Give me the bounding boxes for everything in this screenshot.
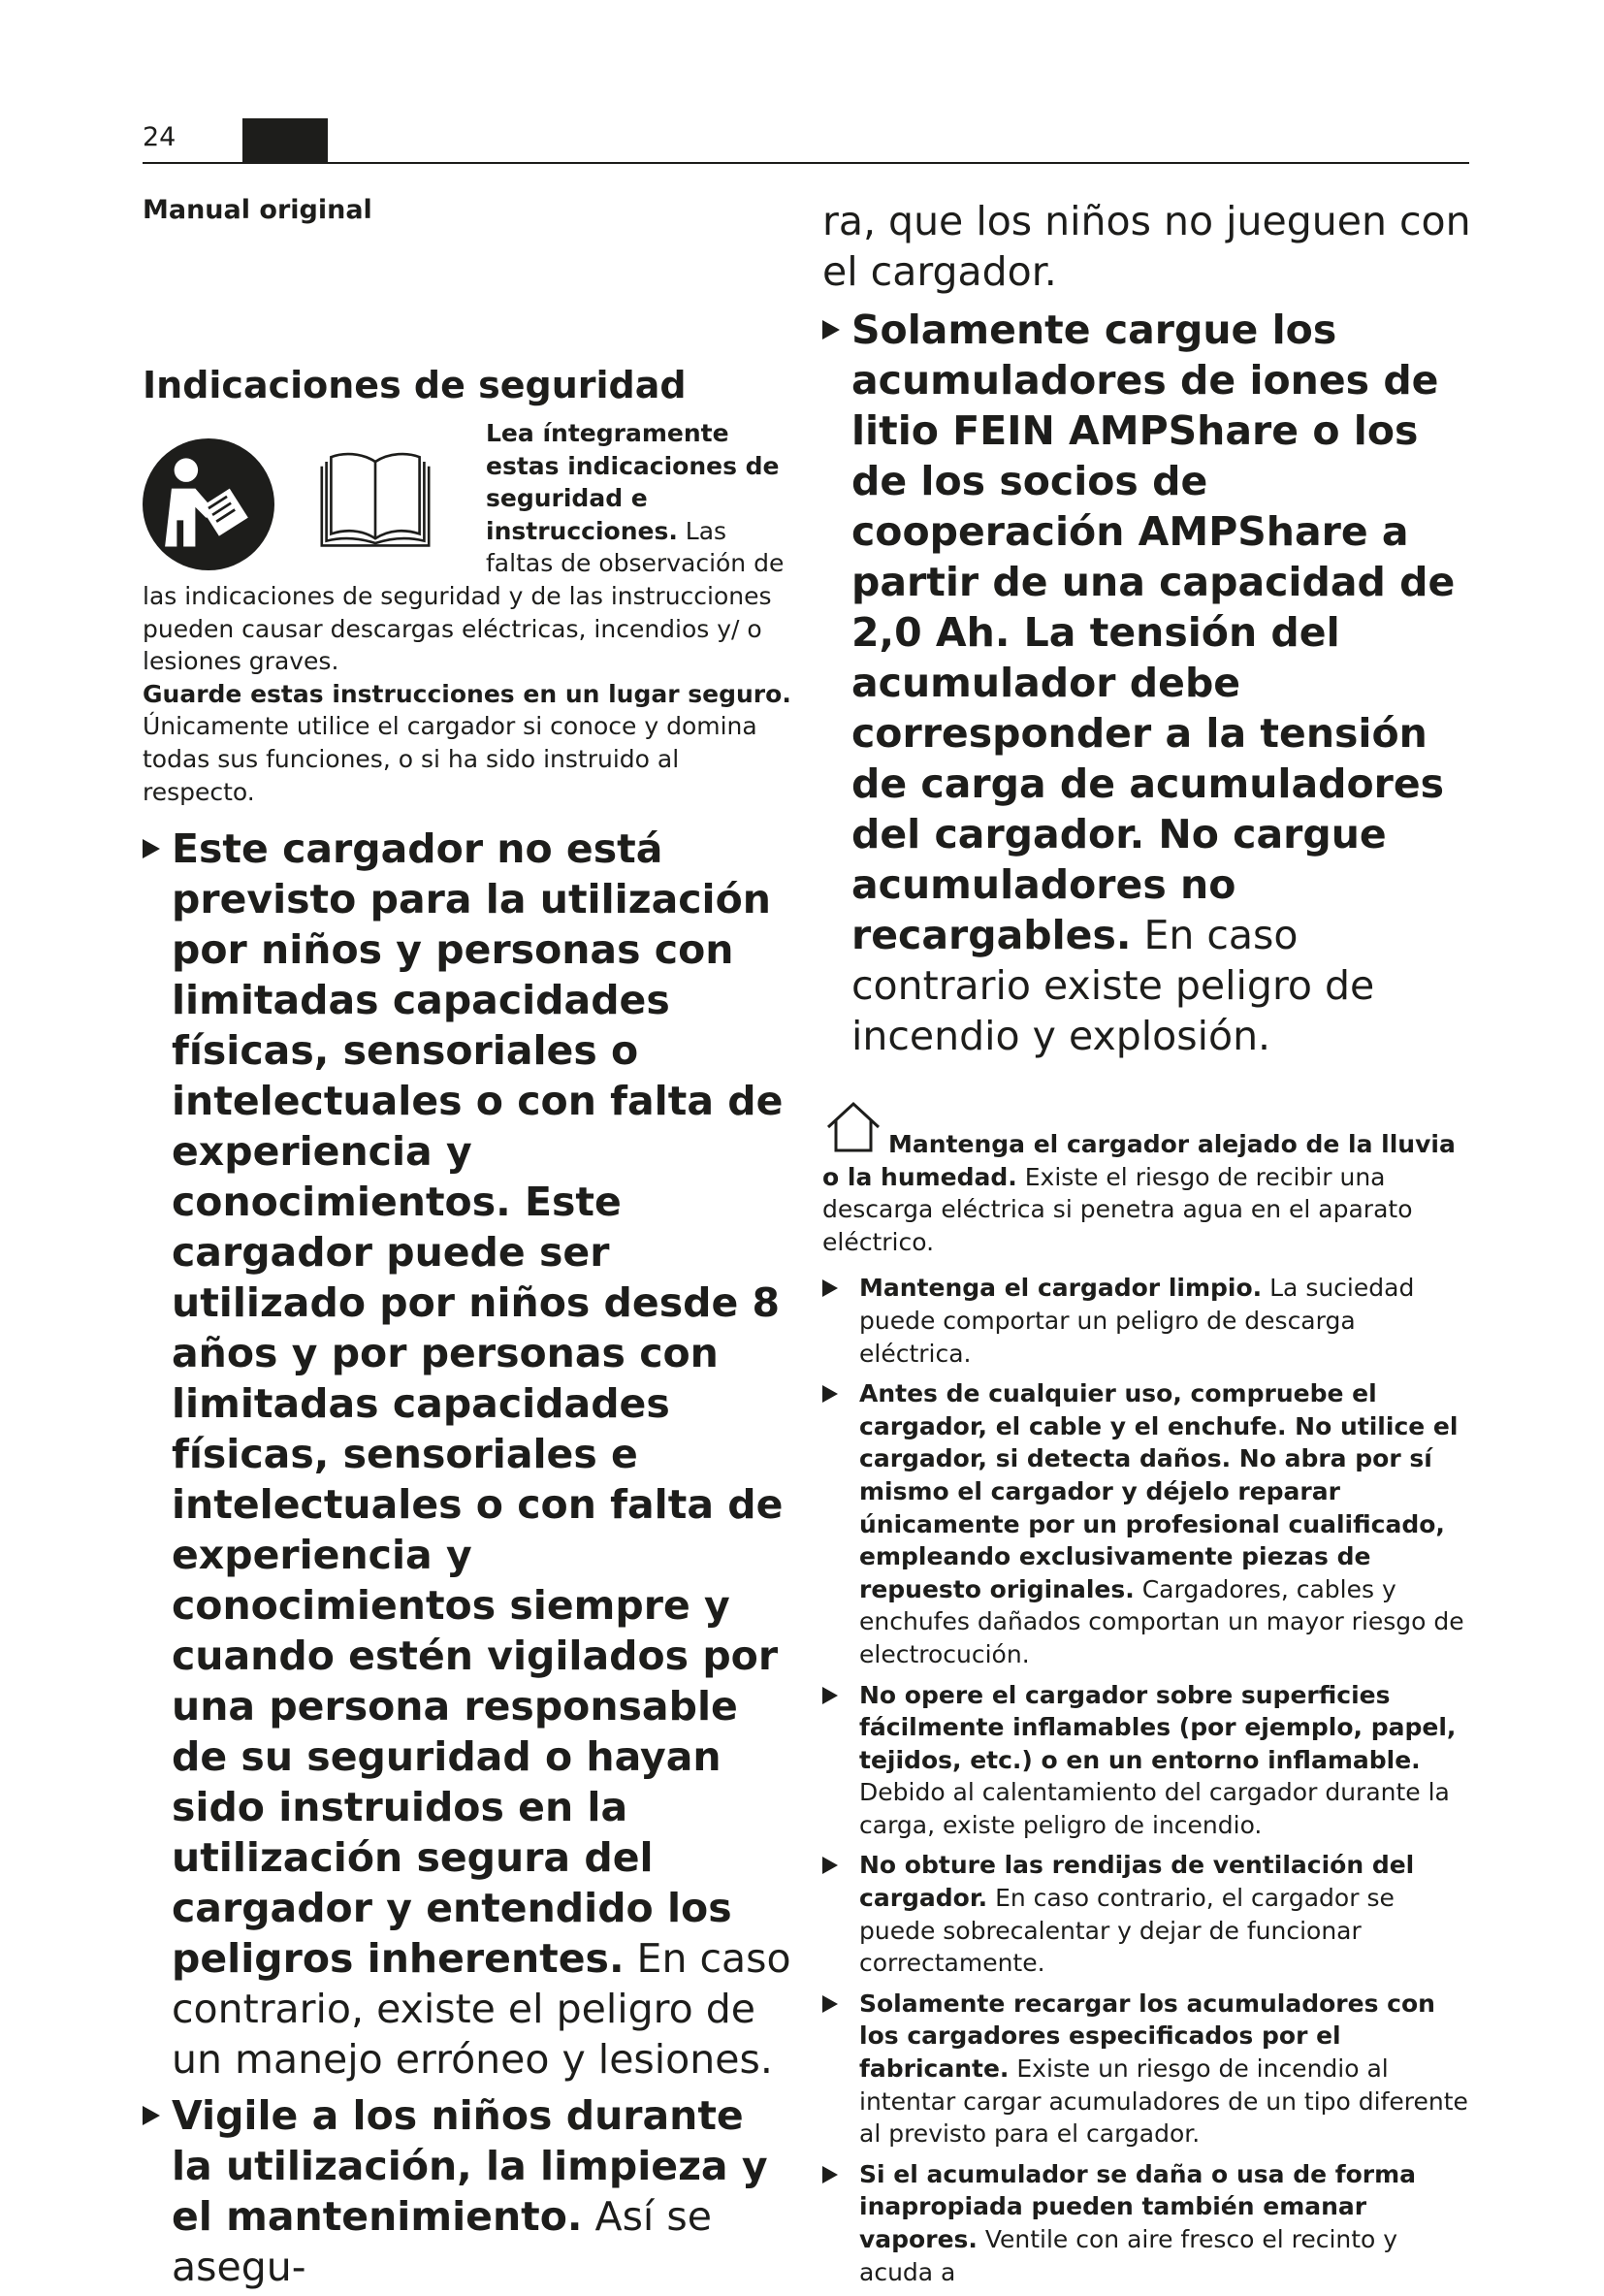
bullet-lead: Solamente cargue los acumuladores de iones de litio FEIN AMPShare o los de los socios de cooperación AMPShare a partir de una capacidad de 2,0 Ah. La tensión del acumulador debe corresponder a la tensión de carga de acumuladores del cargador. No cargue acumuladores no recargables.	[851, 307, 1456, 958]
safety-bullet	[822, 1377, 1472, 1670]
left-column	[143, 194, 792, 2292]
bullet-lead: Mantenga el cargador limpio.	[859, 1274, 1263, 1303]
bullet-text: Ventile con aire fresco el recinto y acuda a	[859, 2225, 1398, 2286]
intro-icons	[143, 417, 476, 577]
bullet-arrow-icon	[822, 1857, 838, 1874]
safety-bullet	[143, 2090, 792, 2292]
safety-bullet	[822, 1679, 1472, 1842]
safety-bullet	[822, 1272, 1472, 1370]
bullet-lead: No opere el cargador sobre superficies fácilmente inflamables (por ejemplo, papel, tejidos, etc.) o en un entorno inflamable.	[859, 1680, 1457, 1774]
section-title: Indicaciones de seguridad	[143, 364, 687, 406]
bullet-arrow-icon	[822, 1279, 838, 1297]
book-icon	[317, 438, 433, 555]
bullet-lead: Mantenga el cargador alejado de la lluvia o la humedad.	[822, 1130, 1456, 1191]
manual-label: Manual original	[143, 195, 372, 225]
indoor-use-paragraph	[822, 1098, 1472, 1258]
bullet-text: En caso contrario existe peligro de incendio y explosión.	[851, 912, 1375, 1059]
bullet-text: Existe un riesgo de incendio al intentar cargar acumuladores de un tipo diferente al previsto para el cargador.	[859, 2054, 1468, 2149]
safety-bullet	[822, 1988, 1472, 2150]
bullet-text: Existe el riesgo de recibir una descarga eléctrica si penetra agua en el aparato eléctrico.	[822, 1162, 1413, 1256]
page-tab-marker	[242, 118, 328, 163]
bullet-text: En caso contrario, existe el peligro de un manejo erróneo y lesiones.	[172, 1935, 791, 2084]
bullet-arrow-icon	[143, 839, 160, 858]
only-use-paragraph: Únicamente utilice el cargador si conoce y domina todas sus funciones, o si ha sido instruido al respecto.	[143, 712, 757, 806]
safety-bullet	[822, 305, 1472, 1061]
bullet-arrow-icon	[143, 2106, 160, 2125]
bullet-arrow-icon	[822, 1687, 838, 1704]
keep-instructions: Guarde estas instrucciones en un lugar seguro.	[143, 679, 791, 708]
bullet-lead: Vigile a los niños durante la utilización, la limpieza y el mantenimiento.	[172, 2092, 768, 2241]
bullet-arrow-icon	[822, 320, 840, 340]
right-column	[822, 196, 1472, 2296]
safety-bullet	[143, 824, 792, 2085]
bullet-arrow-icon	[822, 1995, 838, 2013]
safety-bullet	[822, 1849, 1472, 1979]
bullet-lead: Este cargador no está previsto para la utilización por niños y personas con limitadas capacidades físicas, sensoriales o intelectuales o con falta de experiencia y conocimientos. Este cargador puede ser utilizado por niños desde 8 años y por personas con limitadas capacidades físicas, sensoriales e intelectuales o con falta de experiencia y conocimientos siempre y cuando estén vigilados por una persona responsable de su seguridad o hayan sido instruidos en la utilización segura del cargador y entendido los peligros inherentes.	[172, 825, 784, 1983]
bullet-lead: No obture las rendijas de ventilación del cargador.	[859, 1851, 1415, 1913]
bullet-text: En caso contrario, el cargador se puede sobrecalentar y dejar de funcionar correctamente.	[859, 1884, 1395, 1978]
bullet-text: La suciedad puede comportar un peligro de descarga eléctrica.	[859, 1274, 1415, 1368]
bullet-arrow-icon	[822, 1385, 838, 1403]
bullet-lead: Si el acumulador se daña o usa de forma inapropiada pueden también emanar vapores.	[859, 2159, 1417, 2253]
bullet-text: Así se asegu-	[172, 2193, 712, 2291]
continuation-text: ra, que los niños no jueguen con el cargador.	[822, 198, 1471, 295]
bullet-lead: Solamente recargar los acumuladores con los cargadores especificados por el fabricante.	[859, 1989, 1435, 2084]
read-manual-icon	[143, 438, 274, 570]
bullet-text: Debido al calentamiento del cargador durante la carga, existe peligro de incendio.	[859, 1778, 1450, 1839]
bullet-lead: Antes de cualquier uso, compruebe el cargador, el cable y el enchufe. No utilice el cargador, si detecta daños. No abra por sí mismo el cargador y déjelo reparar únicamente por un profesional cualificado, empleando exclusivamente piezas de repuesto originales.	[859, 1379, 1459, 1603]
bullet-text: Cargadores, cables y enchufes dañados comportan un mayor riesgo de electrocución.	[859, 1574, 1464, 1668]
intro-text: Las faltas de observación de las indicaciones de seguridad y de las instrucciones pueden causar descargas eléctricas, incendios y/ o lesiones graves.	[143, 516, 785, 676]
safety-bullet	[822, 2158, 1472, 2288]
header-rule	[143, 162, 1469, 164]
bullet-arrow-icon	[822, 2166, 838, 2183]
intro-bold: Lea íntegramente estas indicaciones de seguridad e instrucciones.	[486, 419, 780, 545]
page-number: 24	[143, 122, 176, 152]
intro-block	[143, 417, 792, 678]
indoor-use-house-icon	[822, 1098, 884, 1156]
